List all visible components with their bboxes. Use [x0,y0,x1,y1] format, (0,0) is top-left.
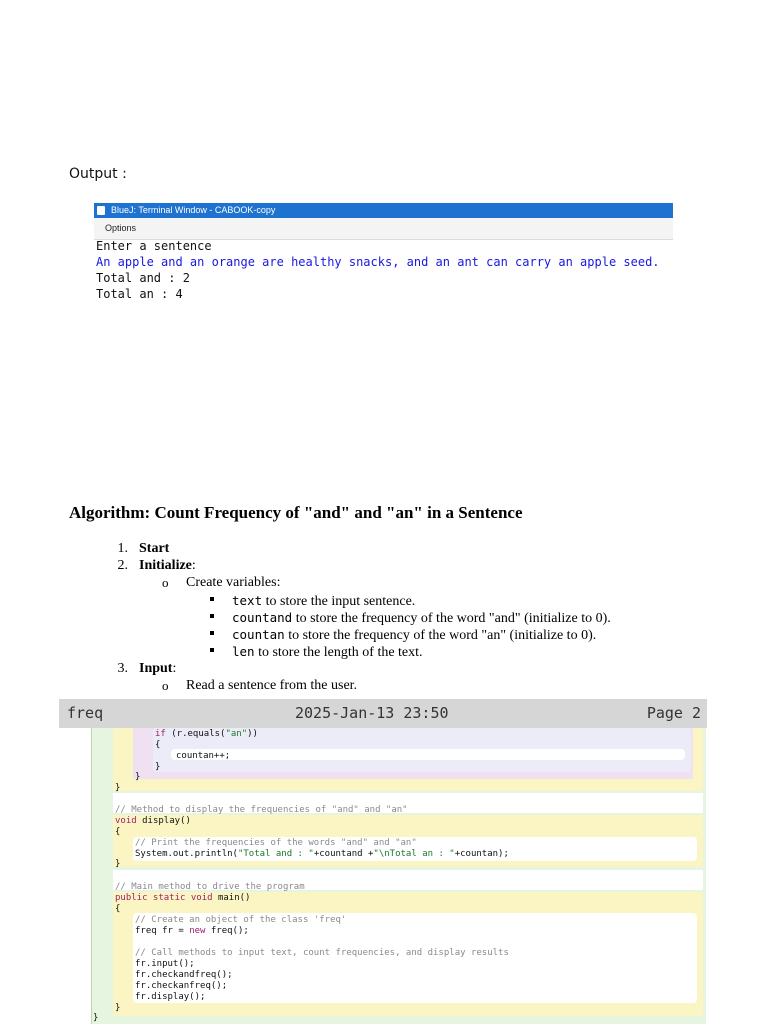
variable-desc: to store the length of the text. [254,645,423,660]
step-number: 2. [117,558,128,573]
terminal-line: Total an : 4 [96,287,183,301]
terminal-title: BlueJ: Terminal Window - CABOOK-copy [111,205,276,215]
step-number: 3. [117,661,128,676]
terminal-line: Enter a sentence [96,239,212,253]
bluej-icon [97,206,105,215]
variable-name: len [232,644,255,659]
circle-bullet-icon: o [162,575,169,590]
variable-item [232,592,415,610]
code-header-page: Page 2 [646,704,701,722]
output-label: Output : [69,166,127,182]
code-comment: // Main method to drive the program [115,882,305,892]
square-bullet-icon [210,631,214,635]
variable-desc: to store the frequency of the word "and" (initialize to 0). [292,611,611,626]
variable-item [232,626,596,644]
sub-item: Create variables: [186,575,281,590]
variable-item [232,643,423,661]
step-item [139,557,196,574]
step-label: Input [139,661,173,676]
terminal-line: Total and : 2 [96,271,190,285]
terminal-options-menu: Options [105,223,137,233]
algorithm-title: Algorithm: Count Frequency of "and" and "an" in a Sentence [69,503,523,522]
square-bullet-icon [210,597,214,601]
code-line: public static void main() [115,893,251,903]
step-suffix: : [191,558,196,573]
code-line: countan++; [176,751,231,761]
terminal-titlebar [94,203,673,218]
statement-block [171,749,685,760]
code-line: } [115,1003,121,1013]
variable-name: text [232,593,263,608]
terminal-menubar [94,218,673,240]
code-print-page [59,699,707,1024]
square-bullet-icon [210,614,214,618]
step-label: Initialize [139,558,192,573]
terminal-window-screenshot [94,203,673,303]
code-line: fr.display(); [135,992,206,1002]
code-header-class-name: freq [67,704,104,722]
code-line: freq fr = new freq(); [135,926,249,936]
code-comment: // Method to display the frequencies of "and" and "an" [115,805,408,815]
code-comment: // Call methods to input text, count frequencies, and display results [135,948,509,958]
variable-item [232,609,611,627]
code-line: } [115,783,121,793]
variable-name: countand [232,610,293,625]
code-line: fr.checkanfreq(); [135,981,228,991]
terminal-input-line: An apple and an orange are healthy snacks, and an ant can carry an apple seed. [96,255,660,269]
code-line: if (r.equals("an")) [155,729,258,739]
step-label: Start [139,541,170,556]
variable-name: countan [232,627,285,642]
code-line: System.out.println("Total and : "+countand +"\nTotal an : "+countan); [135,849,509,859]
code-line: } [135,772,141,782]
code-line: fr.input(); [135,959,195,969]
code-comment: // Print the frequencies of the words "and" and "an" [135,838,417,848]
step-suffix: : [172,661,177,676]
code-line: void display() [115,816,191,826]
code-line: fr.checkandfreq(); [135,970,233,980]
circle-bullet-icon: o [162,678,169,693]
code-header-date: 2025-Jan-13 23:50 [295,704,449,722]
code-page-header [59,699,707,728]
code-line: { [115,827,121,837]
code-comment: // Create an object of the class 'freq' [135,915,347,925]
code-line: } [155,762,161,772]
variable-desc: to store the input sentence. [262,594,416,609]
code-line: } [93,1013,99,1023]
variable-desc: to store the frequency of the word "an" (initialize to 0). [284,628,597,643]
code-line: { [115,904,121,914]
step-item [139,660,176,677]
code-line: } [115,859,121,869]
step-number: 1. [117,541,128,556]
code-line: { [155,740,161,750]
square-bullet-icon [210,648,214,652]
sub-item: Read a sentence from the user. [186,678,358,693]
